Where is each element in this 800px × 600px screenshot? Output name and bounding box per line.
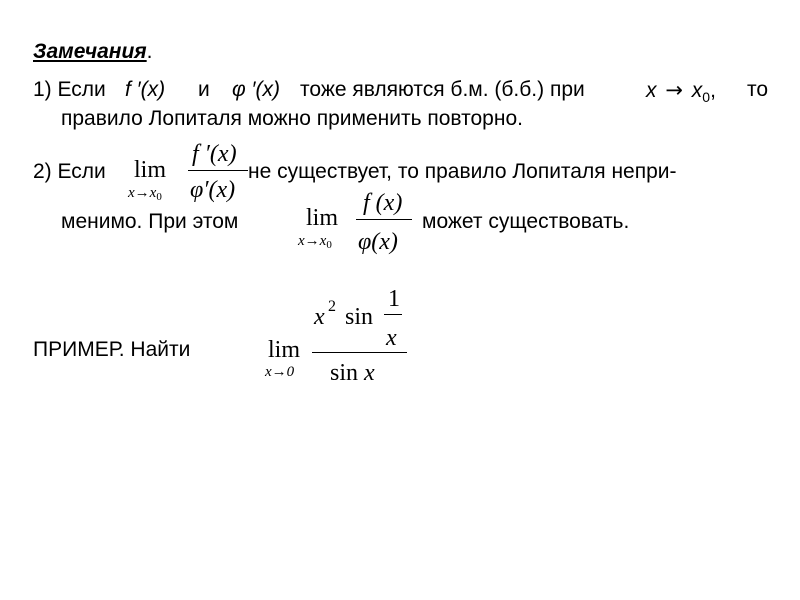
fraction-bar: [188, 170, 248, 171]
heading-dot: .: [146, 40, 153, 63]
remark-1-and: и: [198, 78, 210, 101]
lim-label: lim: [134, 157, 167, 183]
fraction-numerator: f ′(x): [192, 141, 237, 167]
example-num-exponent: 2: [328, 298, 336, 315]
lim-subscript: $x\to x_0$: [128, 185, 162, 203]
example-lim-label: lim: [268, 337, 301, 363]
remark-2-line-1: не существует, то правило Лопиталя непри-: [248, 160, 677, 183]
inner-fraction-bar: [384, 314, 402, 315]
heading-text: Замечания: [33, 40, 147, 63]
example-fraction-bar: [312, 352, 407, 353]
inner-fraction-numerator: 1: [388, 286, 400, 312]
remark-1-then: то: [747, 78, 769, 101]
fraction-denominator: φ′(x): [190, 177, 236, 203]
remark-1-phi-prime: φ ′(x): [232, 78, 280, 101]
remark-2-line-2: менимо. При этом: [61, 210, 239, 233]
example-denominator: sin x: [330, 360, 375, 386]
inner-fraction-denominator: x: [386, 325, 397, 351]
fraction2-bar: [356, 219, 412, 220]
remark-1-line-2: правило Лопиталя можно применить повторно.: [61, 107, 523, 130]
lim2-subscript: $x\to x_0$: [298, 233, 332, 251]
example-label: ПРИМЕР. Найти: [33, 338, 191, 361]
fraction2-denominator: φ(x): [358, 229, 398, 255]
example-num-sin: sin: [345, 304, 374, 330]
remark-1-middle-text: тоже являются б.м. (б.б.) при: [300, 78, 585, 101]
remark-2-number: 2) Если: [33, 160, 106, 183]
arrow-icon: →: [665, 78, 683, 102]
remark-1-limit-point: $x \to x_0$,: [646, 78, 716, 105]
lim2-label: lim: [306, 205, 339, 231]
fraction2-numerator: f (x): [363, 190, 403, 216]
example-lim-subscript: x→0: [265, 364, 295, 380]
remarks-heading: [33, 40, 153, 64]
remark-1-number: 1) Если: [33, 78, 106, 101]
example-num-x: x: [314, 304, 325, 330]
remark-2-end: может существовать.: [422, 210, 630, 233]
remark-1-f-prime: f ′(x): [125, 78, 166, 101]
